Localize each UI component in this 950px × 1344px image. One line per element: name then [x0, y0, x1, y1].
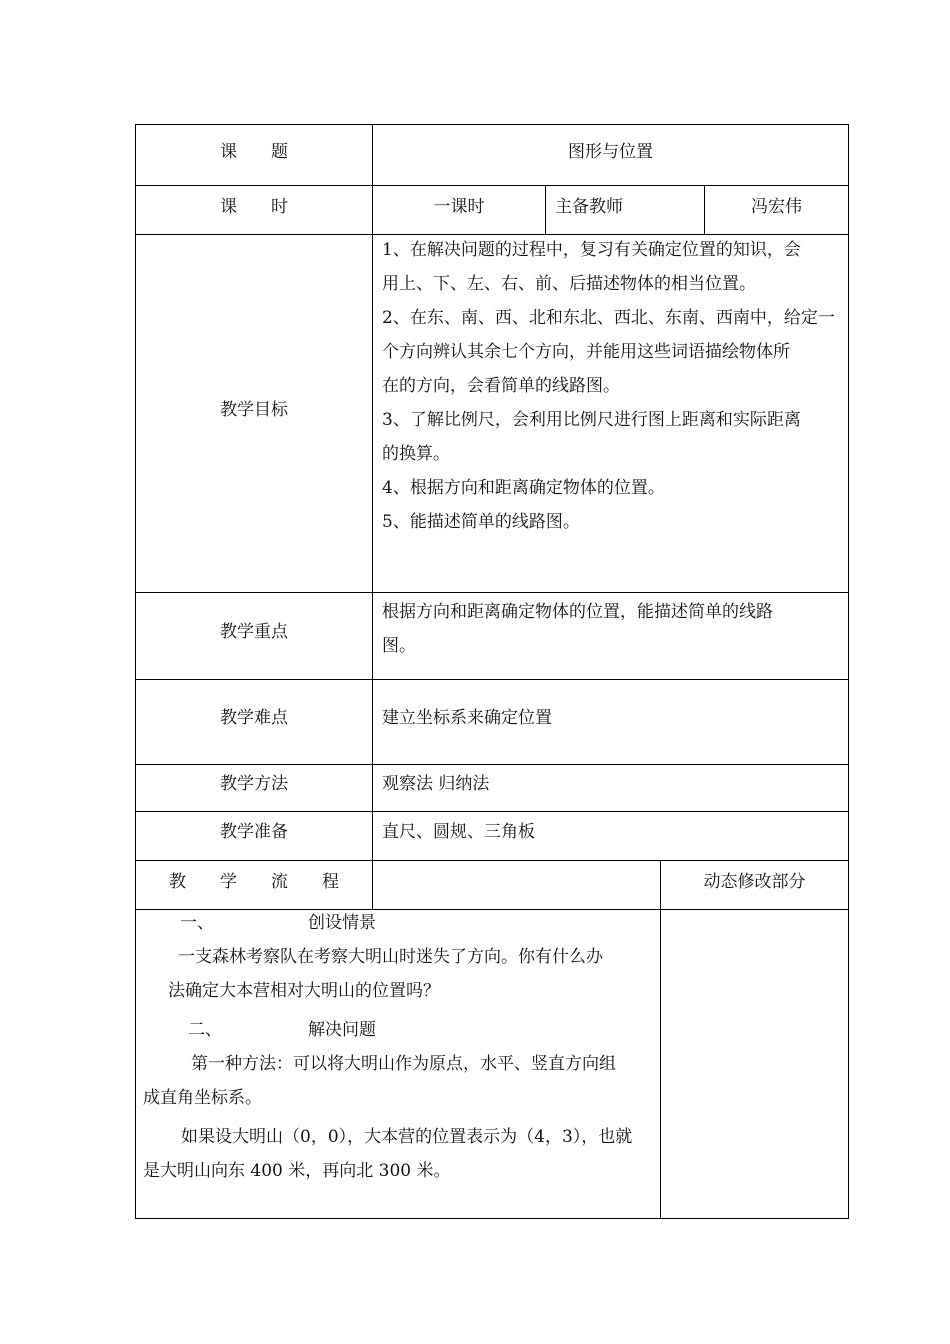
section2-title: 解决问题: [308, 1020, 376, 1040]
key-points-label: 教学重点: [220, 622, 288, 642]
methods-value: 观察法 归纳法: [382, 774, 490, 794]
preparation-value: 直尺、圆规、三角板: [382, 822, 535, 842]
key-points-line: 根据方向和距离确定物体的位置，能描述简单的线路: [382, 602, 773, 622]
paragraph-line: 第一种方法：可以将大明山作为原点，水平、竖直方向组: [191, 1054, 616, 1074]
table-rule: [135, 909, 849, 910]
table-rule: [135, 185, 849, 186]
table-border-right: [848, 124, 849, 1219]
table-rule: [135, 811, 849, 812]
goals-line: 在的方向，会看简单的线路图。: [382, 376, 620, 396]
difficulties-label: 教学难点: [220, 708, 288, 728]
table-rule: [135, 764, 849, 765]
table-column-rule: [660, 860, 661, 1219]
paragraph-3: [143, 1120, 655, 1188]
goals-line: 4、根据方向和距离确定物体的位置。: [382, 478, 665, 498]
table-border-bottom: [135, 1218, 849, 1219]
goals-line: 的换算。: [382, 444, 450, 464]
paragraph-1: [143, 940, 655, 1008]
paragraph-line: 是大明山向东 400 米，再向北 300 米。: [143, 1161, 451, 1181]
key-points-text: [382, 595, 844, 663]
table-rule: [135, 679, 849, 680]
paragraph-line: 一支森林考察队在考察大明山时迷失了方向。你有什么办: [178, 947, 603, 967]
table-rule: [135, 860, 849, 861]
goals-line: 3、了解比例尺，会利用比例尺进行图上距离和实际距离: [382, 410, 801, 430]
section1-title: 创设情景: [308, 913, 376, 933]
difficulties-value: 建立坐标系来确定位置: [382, 708, 552, 728]
topic-value: 图形与位置: [568, 142, 653, 162]
goals-line: 个方向辨认其余七个方向，并能用这些词语描绘物体所: [382, 342, 790, 362]
topic-label: 课 题: [220, 142, 288, 162]
table-border-left: [135, 124, 136, 1219]
period-label: 课 时: [220, 197, 288, 217]
paragraph-line: 法确定大本营相对大明山的位置吗？: [168, 981, 440, 1001]
paragraph-line: 成直角坐标系。: [143, 1088, 262, 1108]
table-rule: [135, 592, 849, 593]
paragraph-2: [143, 1047, 655, 1115]
period-value: 一课时: [433, 197, 485, 217]
flow-label: 教 学 流 程: [169, 872, 339, 892]
goals-line: 1、在解决问题的过程中，复习有关确定位置的知识，会: [382, 240, 801, 260]
key-points-line: 图。: [382, 636, 416, 656]
table-column-rule: [372, 124, 373, 910]
table-border-top: [135, 124, 849, 125]
goals-text: [382, 233, 844, 539]
teacher-name: 冯宏伟: [751, 197, 802, 217]
goals-line: 2、在东、南、西、北和东北、西北、东南、西南中，给定一: [382, 308, 835, 328]
dynamic-edit-label: 动态修改部分: [703, 872, 806, 892]
section1-number: 一、: [180, 913, 214, 933]
table-column-rule: [545, 185, 546, 235]
goals-line: 用上、下、左、右、前、后描述物体的相当位置。: [382, 274, 756, 294]
goals-label: 教学目标: [220, 400, 288, 420]
teacher-label: 主备教师: [555, 197, 623, 217]
section2-number: 二、: [188, 1020, 222, 1040]
goals-line: 5、能描述简单的线路图。: [382, 512, 580, 532]
methods-label: 教学方法: [220, 774, 288, 794]
preparation-label: 教学准备: [220, 822, 288, 842]
paragraph-line: 如果设大明山（0，0），大本营的位置表示为（4，3），也就: [181, 1127, 633, 1147]
